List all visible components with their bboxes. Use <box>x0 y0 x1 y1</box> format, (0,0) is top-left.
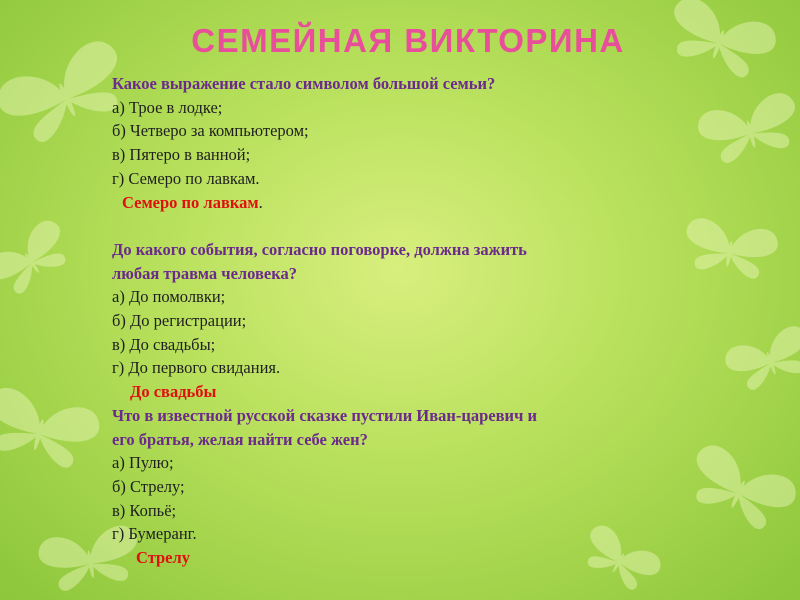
question-3-text-line-1: Что в известной русской сказке пустили Иван-царевич и <box>112 405 538 425</box>
question-2-answer: До свадьбы <box>130 382 217 402</box>
butterfly-icon <box>695 90 800 169</box>
butterfly-icon <box>0 384 103 474</box>
question-3-option-a: а) Пулю; <box>112 453 174 473</box>
question-2-text-line-1: До какого события, согласно поговорке, должна зажить <box>112 239 527 259</box>
question-1-option-b: б) Четверо за компьютером; <box>112 121 309 141</box>
question-1-option-a: а) Трое в лодке; <box>112 97 223 117</box>
question-2-option-a: а) До помолвки; <box>112 287 226 307</box>
butterfly-icon <box>0 215 78 302</box>
question-3-option-d: г) Бумеранг. <box>112 524 197 544</box>
question-1-option-c: в) Пятеро в ванной; <box>112 145 251 165</box>
butterfly-icon <box>722 322 800 395</box>
butterfly-icon <box>680 440 800 538</box>
question-3-option-b: б) Стрелу; <box>112 476 185 496</box>
question-2-text-line-2: любая травма человека? <box>112 263 297 283</box>
question-2-option-b: б) До регистрации; <box>112 311 247 331</box>
question-1-option-d: г) Семеро по лавкам. <box>112 168 260 188</box>
question-2-option-d: г) До первого свидания. <box>112 358 281 378</box>
question-2-option-c: в) До свадьбы; <box>112 334 216 354</box>
butterfly-icon <box>680 216 780 282</box>
quiz-content <box>112 72 672 570</box>
question-3-answer-line <box>112 546 672 570</box>
question-2-answer-line <box>112 380 672 404</box>
question-3-answer: Стрелу <box>136 548 191 568</box>
question-spacer <box>112 214 672 238</box>
question-3-text-line-2: его братья, желая найти себе жен? <box>112 429 368 449</box>
question-1-text: Какое выражение стало символом большой семьи? <box>112 74 496 93</box>
question-1-answer-line <box>112 191 672 215</box>
question-3-option-c: в) Копьё; <box>112 500 177 520</box>
question-1-answer-suffix: . <box>258 192 263 212</box>
question-1-answer: Семеро по лавкам <box>122 192 259 212</box>
slide-title: СЕМЕЙНАЯ ВИКТОРИНА <box>191 22 625 59</box>
